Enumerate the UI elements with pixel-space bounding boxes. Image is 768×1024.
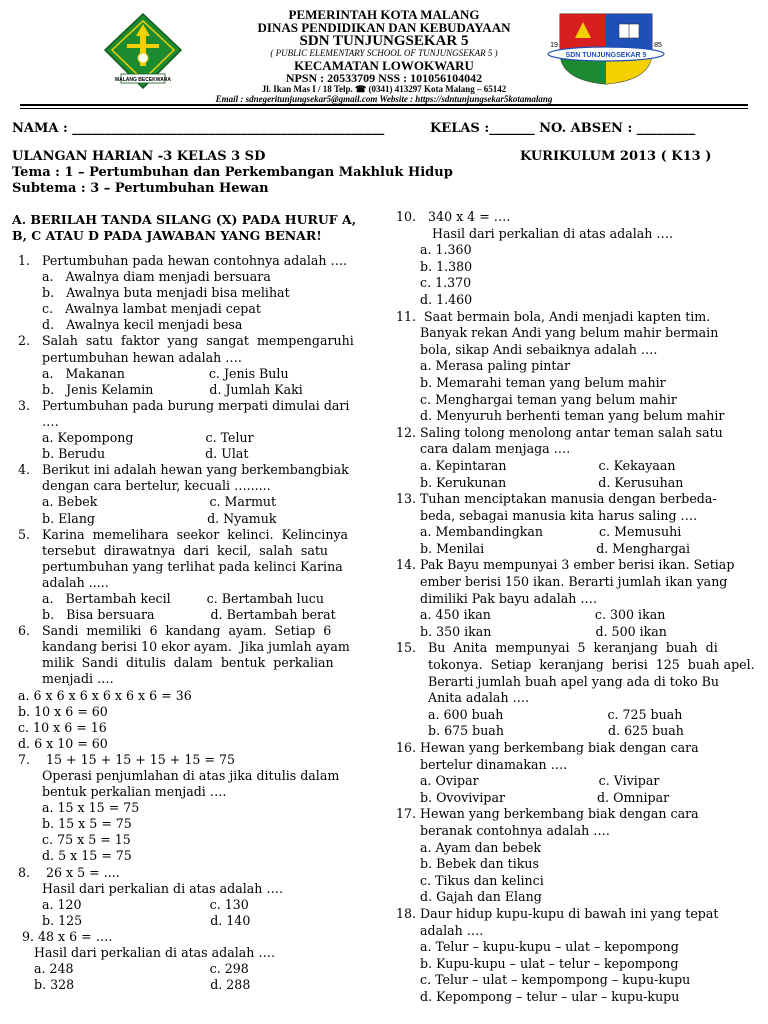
right-question-line: 17. Hewan yang berkembang biak dengan cara (396, 806, 699, 822)
right-question-line: a. Merasa paling pintar (396, 358, 570, 374)
right-question-line: dimiliki Pak bayu adalah …. (396, 590, 597, 606)
right-question-line: b. Menilai d. Menghargai (396, 540, 691, 556)
left-question-line: 1. Pertumbuhan pada hewan contohnya adalah …. (18, 253, 348, 268)
district-name: KECAMATAN LOWOKWARU (294, 58, 474, 73)
right-question-line: d. Kepompong – telur – ular – kupu-kupu (396, 988, 680, 1004)
left-question-line: a. 6 x 6 x 6 x 6 x 6 x 6 = 36 (18, 687, 192, 703)
left-question-line: tersebut dirawatnya dari kecil, salah satu (18, 542, 329, 558)
right-question-line: 14. Pak Bayu mempunyai 3 ember berisi ikan. Setiap (396, 557, 735, 573)
right-question-line: a. 1.360 (396, 242, 472, 258)
school-name: SDN TUNJUNGSEKAR 5 (299, 33, 469, 49)
left-question-line: c. Awalnya lambat menjadi cepat (18, 301, 261, 317)
left-question-line: Operasi penjumlahan di atas jika ditulis dalam (18, 768, 340, 783)
school-contact: Email : sdnegeritunjungsekar5@gmail.com Website : https://sdntunjungsekar5kotamalang (215, 94, 553, 104)
right-question-line: d. Menyuruh berhenti teman yang belum mahir (396, 408, 725, 424)
left-question-line: a. 248 c. 298 (18, 961, 249, 977)
left-question-line: b. 328 d. 288 (18, 977, 251, 993)
right-question-line: Anita adalah …. (396, 690, 530, 706)
right-question-line: ember berisi 150 ikan. Berarti jumlah ikan yang (396, 574, 728, 590)
left-question-line: b. 125 d. 140 (18, 912, 251, 928)
left-question-line: …. (18, 413, 59, 429)
right-question-line: b. Memarahi teman yang belum mahir (396, 374, 666, 390)
left-question-line: Hasil dari perkalian di atas adalah …. (18, 880, 283, 896)
right-question-line: c. Menghargai teman yang belum mahir (396, 391, 677, 407)
left-question-line: adalah ..... (18, 574, 109, 590)
left-question-line: a. 120 c. 130 (18, 896, 249, 912)
letterhead (0, 0, 768, 112)
right-question-line: bola, sikap Andi sebaiknya adalah …. (396, 341, 658, 357)
left-question-line: pertumbuhan yang terlihat pada kelinci Karina (18, 558, 343, 574)
right-question-line: a. Ovipar c. Vivipar (396, 773, 660, 789)
instruction-line-1: A. BERILAH TANDA SILANG (X) PADA HURUF A, (12, 212, 357, 227)
right-question-line: adalah …. (396, 922, 484, 938)
theme: Tema : 1 – Pertumbuhan dan Perkembangan Makhluk Hidup (12, 165, 453, 180)
left-question-line: d. 6 x 10 = 60 (18, 735, 108, 751)
right-question-line: 15. Bu Anita mempunyai 5 keranjang buah di (396, 640, 718, 656)
right-question-line: bertelur dinamakan …. (396, 756, 568, 772)
exam-title: ULANGAN HARIAN -3 KELAS 3 SD (12, 149, 266, 164)
class-absen-field: KELAS :_______ NO. ABSEN : _________ (430, 121, 696, 136)
left-question-line: a. Bebek c. Marmut (18, 494, 277, 510)
school-emblem-text: SDN TUNJUNGSEKAR 5 (565, 52, 647, 59)
left-question-line: b. Awalnya buta menjadi bisa melihat (18, 285, 290, 301)
left-question-line: pertumbuhan hewan adalah …. (18, 349, 242, 365)
right-question-line: cara dalam menjaga …. (396, 441, 571, 457)
school-emblem-icon (546, 10, 666, 86)
school-ids: NPSN : 20533709 NSS : 101056104042 (285, 71, 483, 85)
left-question-line: b. Jenis Kelamin d. Jumlah Kaki (18, 381, 303, 397)
right-question-line: beranak contohnya adalah …. (396, 822, 610, 838)
left-question-line: 4. Berikut ini adalah hewan yang berkembangbiak (18, 462, 349, 478)
right-question-line: c. Tikus dan kelinci (396, 872, 544, 888)
school-address: Jl. Ikan Mas I / 18 Telp. ☎ (0341) 413297 Kota Malang – 65142 (261, 84, 507, 94)
name-field: NAMA : ________________________________________________ (12, 121, 385, 136)
right-question-line: 10. 340 x 4 = …. (396, 209, 511, 224)
left-question-line: 8. 26 x 5 = .... (18, 864, 120, 880)
right-question-line: c. 1.370 (396, 275, 472, 291)
left-question-line: d. Awalnya kecil menjadi besa (18, 317, 243, 333)
left-question-line: Hasil dari perkalian di atas adalah …. (18, 945, 275, 961)
left-question-line: 7. 15 + 15 + 15 + 15 + 15 = 75 (18, 751, 235, 767)
right-question-line: b. 350 ikan d. 500 ikan (396, 623, 667, 639)
questions-right-column (396, 209, 762, 1019)
right-question-line: b. Ovovivipar d. Omnipar (396, 789, 670, 805)
left-question-line: 9. 48 x 6 = …. (18, 928, 113, 944)
left-question-line: a. Awalnya diam menjadi bersuara (18, 269, 271, 285)
left-question-line: menjadi …. (18, 671, 114, 687)
right-question-line: Banyak rekan Andi yang belum mahir bermain (396, 325, 719, 341)
right-question-line: d. 1.460 (396, 291, 473, 307)
right-question-line: beda, sebagai manusia kita harus saling …. (396, 507, 698, 523)
right-question-line: c. Telur – ulat – kempompong – kupu-kupu (396, 972, 691, 988)
gov-name: PEMERINTAH KOTA MALANG (288, 7, 480, 22)
right-question-line: 12. Saling tolong menolong antar teman salah satu (396, 424, 723, 440)
emblem-year-right: 85 (654, 42, 662, 49)
right-question-line: b. Kerukunan d. Kerusuhan (396, 474, 684, 490)
right-question-line: a. Kepintaran c. Kekayaan (396, 457, 676, 473)
left-question-line: c. 10 x 6 = 16 (18, 719, 107, 735)
right-question-line: a. 600 buah c. 725 buah (396, 706, 683, 722)
instruction-line-2: B, C ATAU D PADA JAWABAN YANG BENAR! (12, 228, 322, 243)
left-question-line: c. 75 x 5 = 15 (18, 832, 131, 848)
right-question-line: d. Gajah dan Elang (396, 889, 542, 905)
subtheme: Subtema : 3 – Pertumbuhan Hewan (12, 181, 269, 196)
right-question-line: b. 675 buah d. 625 buah (396, 723, 684, 739)
emblem-year-left: 19 (550, 42, 558, 49)
left-question-line: 2. Salah satu faktor yang sangat mempengaruhi (18, 333, 354, 349)
left-question-line: d. 5 x 15 = 75 (18, 848, 132, 864)
right-question-line: 11. Saat bermain bola, Andi menjadi kapten tim. (396, 308, 711, 324)
right-question-line: tokonya. Setiap keranjang berisi 125 buah apel. (396, 657, 755, 673)
emblem-motto: MALANG BECEKWARA (114, 77, 172, 83)
school-english-name: ( PUBLIC ELEMENTARY SCHOOL OF TUNJUNGSEKAR 5 ) (270, 48, 498, 58)
header-rule-thin (20, 108, 748, 109)
left-question-line: 3. Pertumbuhan pada burung merpati dimulai dari (18, 397, 350, 413)
left-question-line: b. 10 x 6 = 60 (18, 703, 108, 719)
right-question-line: b. 1.380 (396, 258, 473, 274)
right-question-line: 18. Daur hidup kupu-kupu di bawah ini yang tepat (396, 905, 719, 921)
right-question-line: a. Ayam dan bebek (396, 839, 542, 855)
left-question-line: b. Bisa bersuara d. Bertambah berat (18, 607, 336, 623)
header-rule-thick (20, 104, 748, 106)
department-name: DINAS PENDIDIKAN DAN KEBUDAYAAN (257, 20, 511, 35)
right-question-line: b. Kupu-kupu – ulat – telur – kepompong (396, 955, 679, 971)
left-question-line: a. 15 x 15 = 75 (18, 800, 140, 816)
right-question-line: a. Telur – kupu-kupu – ulat – kepompong (396, 939, 679, 955)
questions-left-column (18, 253, 386, 1019)
curriculum: KURIKULUM 2013 ( K13 ) (520, 149, 712, 164)
left-question-line: b. 15 x 5 = 75 (18, 816, 132, 832)
left-question-line: b. Berudu d. Ulat (18, 446, 249, 462)
right-question-line: Hasil dari perkalian di atas adalah …. (396, 225, 673, 241)
right-question-line: 13. Tuhan menciptakan manusia dengan berbeda- (396, 491, 717, 507)
left-question-line: b. Elang d. Nyamuk (18, 510, 277, 526)
left-question-line: bentuk perkalian menjadi …. (18, 784, 227, 800)
left-question-line: a. Kepompong c. Telur (18, 430, 254, 446)
left-question-line: dengan cara bertelur, kecuali …...... (18, 478, 271, 494)
right-question-line: a. 450 ikan c. 300 ikan (396, 607, 666, 623)
left-question-line: 6. Sandi memiliki 6 kandang ayam. Setiap 6 (18, 623, 332, 639)
right-question-line: 16. Hewan yang berkembang biak dengan cara (396, 740, 699, 755)
left-question-line: a. Bertambah kecil c. Bertambah lucu (18, 590, 324, 606)
right-question-line: Berarti jumlah buah apel yang ada di toko Bu (396, 673, 720, 689)
right-question-line: a. Membandingkan c. Memusuhi (396, 524, 682, 540)
left-question-line: kandang berisi 10 ekor ayam. Jika jumlah ayam (18, 639, 350, 655)
left-question-line: a. Makanan c. Jenis Bulu (18, 365, 289, 381)
left-question-line: milik Sandi ditulis dalam bentuk perkalian (18, 655, 334, 671)
right-question-line: b. Bebek dan tikus (396, 856, 539, 872)
left-question-line: 5. Karina memelihara seekor kelinci. Kelincinya (18, 526, 349, 542)
